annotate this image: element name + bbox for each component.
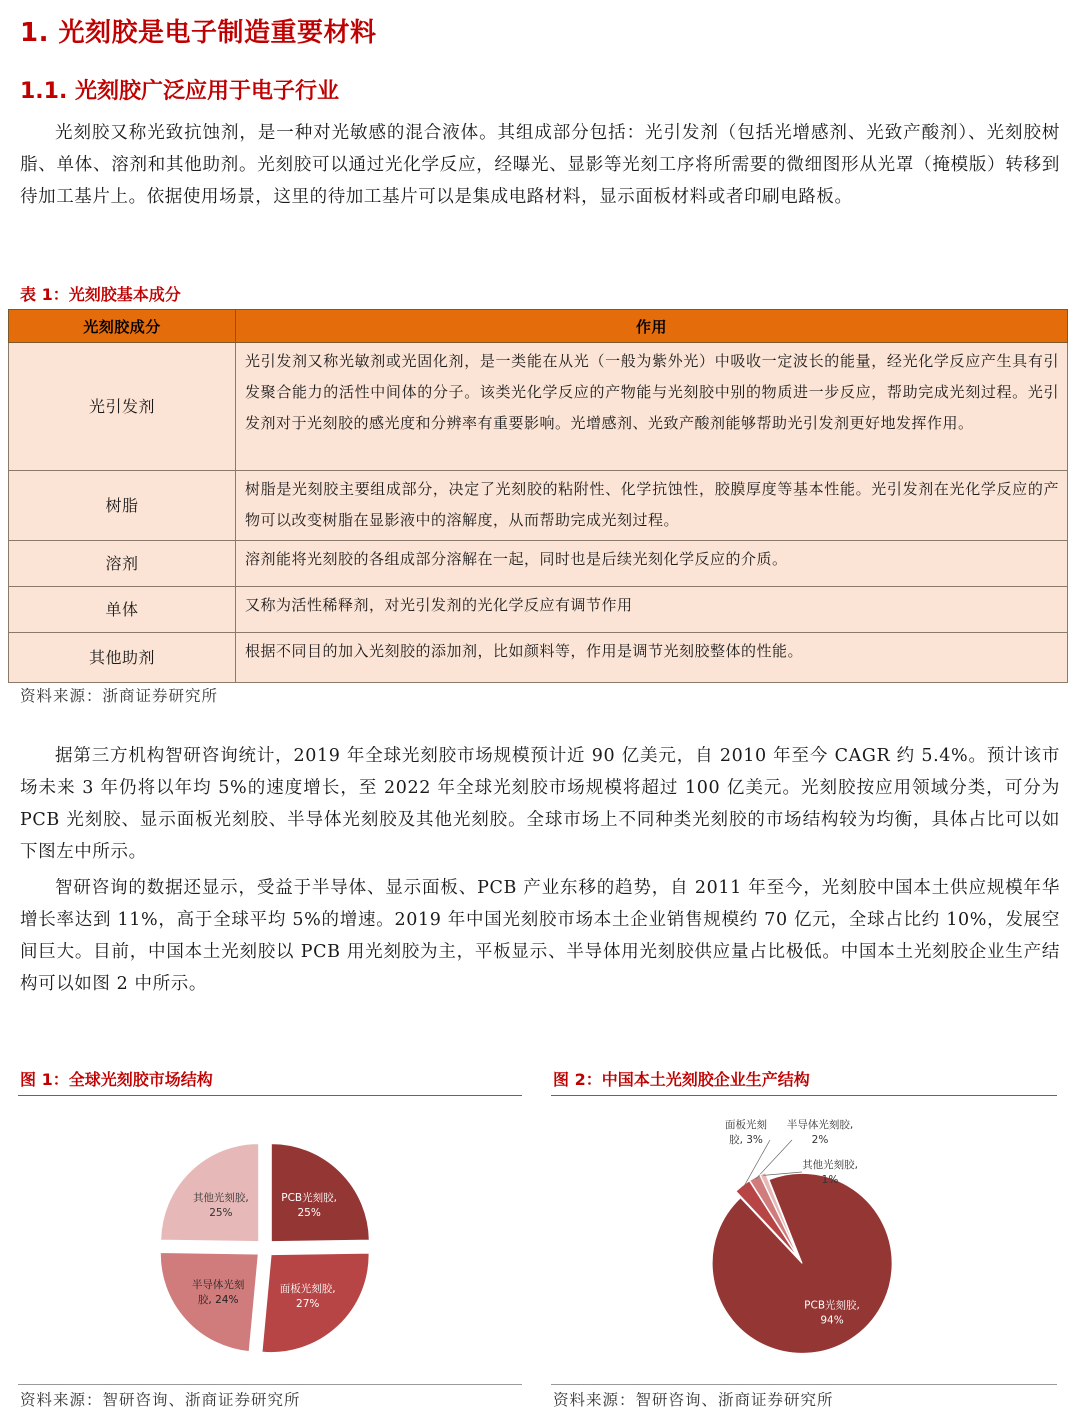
figure2-caption: 图 2：中国本土光刻胶企业生产结构	[553, 1070, 810, 1089]
pie-slice	[712, 1173, 892, 1353]
table-row	[9, 343, 1068, 471]
table-source: 资料来源：浙商证券研究所	[20, 687, 219, 705]
figure1-top-rule	[18, 1095, 522, 1096]
slice-value-label: 1%	[821, 1174, 839, 1186]
slice-label: 面板光刻	[725, 1119, 767, 1131]
figure2-bottom-rule	[551, 1384, 1057, 1385]
slice-label: 其他光刻胶,	[802, 1159, 858, 1171]
table-row	[9, 541, 1068, 587]
slice-label: PCB光刻胶,	[281, 1192, 337, 1205]
section-heading: 1. 光刻胶是电子制造重要材料	[20, 18, 377, 48]
component-name: 溶剂	[9, 541, 236, 587]
china-production-pie-chart	[700, 1110, 920, 1350]
component-name: 光引发剂	[9, 343, 236, 471]
table-header-row	[9, 310, 1068, 343]
figure1-source: 资料来源：智研咨询、浙商证券研究所	[20, 1391, 301, 1409]
figure2-source: 资料来源：智研咨询、浙商证券研究所	[553, 1391, 834, 1409]
market-paragraph: 据第三方机构智研咨询统计，2019 年全球光刻胶市场规模预计近 90 亿美元，自 2010 年至今 CAGR 约 5.4%。预计该市场未来 3 年仍将以年均 5%的速度增长，至 2022 年全球光刻胶市场规模将超过 100 亿美元。光刻胶按应用领域分类，可分为 PCB 光刻胶、显示面板光刻胶、半导体光刻胶及其他光刻胶。全球市场上不同种类光刻胶的市场结构较为均衡，具体占比可以如下图左中所示。	[20, 746, 1060, 862]
slice-label: PCB光刻胶,	[804, 1299, 860, 1312]
slice-value-label: 胶, 24%	[197, 1293, 239, 1306]
photoresist-components-table	[8, 309, 1068, 683]
slice-label: 半导体光刻	[191, 1278, 245, 1291]
component-description: 溶剂能将光刻胶的各组成部分溶解在一起，同时也是后续光刻化学反应的介质。	[236, 541, 1068, 587]
slice-label: 其他光刻胶,	[192, 1192, 249, 1205]
column-header: 作用	[236, 310, 1068, 343]
global-market-pie-chart	[140, 1130, 400, 1370]
component-name: 单体	[9, 587, 236, 633]
china-market-paragraph: 智研咨询的数据还显示，受益于半导体、显示面板、PCB 产业东移的趋势，自 2011 年至今，光刻胶中国本土供应规模年华增长率达到 11%，高于全球平均 5%的增速。2019 年中国光刻胶市场本土企业销售规模约 70 亿元，全球占比约 10%，发展空间巨大。目前，中国本土光刻胶以 PCB 用光刻胶为主，平板显示、半导体用光刻胶供应量占比极低。中国本土光刻胶企业生产结构可以如图 2 中所示。	[20, 878, 1060, 994]
slice-label: 半导体光刻胶,	[786, 1119, 854, 1131]
figure2-top-rule	[551, 1095, 1057, 1096]
intro-paragraph: 光刻胶又称光致抗蚀剂，是一种对光敏感的混合液体。其组成部分包括：光引发剂（包括光增感剂、光致产酸剂）、光刻胶树脂、单体、溶剂和其他助剂。光刻胶可以通过光化学反应，经曝光、显影等光刻工序将所需要的微细图形从光罩（掩模版）转移到待加工基片上。依据使用场景，这里的待加工基片可以是集成电路材料，显示面板材料或者印刷电路板。	[20, 123, 1060, 207]
subsection-heading: 1.1. 光刻胶广泛应用于电子行业	[20, 79, 339, 104]
component-description: 树脂是光刻胶主要组成部分，决定了光刻胶的粘附性、化学抗蚀性，胶膜厚度等基本性能。光引发剂在光化学反应的产物可以改变树脂在显影液中的溶解度，从而帮助完成光刻过程。	[236, 471, 1068, 541]
slice-value-label: 27%	[296, 1298, 320, 1311]
component-description: 又称为活性稀释剂，对光引发剂的光化学反应有调节作用	[236, 587, 1068, 633]
table-row	[9, 633, 1068, 683]
slice-value-label: 25%	[209, 1207, 233, 1220]
figure1-caption: 图 1：全球光刻胶市场结构	[20, 1070, 213, 1089]
component-name: 其他助剂	[9, 633, 236, 683]
component-description: 光引发剂又称光敏剂或光固化剂，是一类能在从光（一般为紫外光）中吸收一定波长的能量，经光化学反应产生具有引发聚合能力的活性中间体的分子。该类光化学反应的产物能与光刻胶中别的物质进一步反应，帮助完成光刻过程。光引发剂对于光刻胶的感光度和分辨率有重要影响。光增感剂、光致产酸剂能够帮助光引发剂更好地发挥作用。	[236, 343, 1068, 471]
table-row	[9, 587, 1068, 633]
slice-value-label: 94%	[820, 1314, 844, 1327]
component-description: 根据不同目的加入光刻胶的添加剂，比如颜料等，作用是调节光刻胶整体的性能。	[236, 633, 1068, 683]
figure1-bottom-rule	[18, 1384, 522, 1385]
slice-value-label: 25%	[297, 1207, 321, 1220]
table-row	[9, 471, 1068, 541]
component-name: 树脂	[9, 471, 236, 541]
slice-label: 面板光刻胶,	[279, 1283, 336, 1296]
table-caption: 表 1：光刻胶基本成分	[20, 285, 181, 304]
slice-value-label: 胶, 3%	[729, 1134, 763, 1146]
slice-value-label: 2%	[811, 1134, 829, 1146]
column-header: 光刻胶成分	[9, 310, 236, 343]
